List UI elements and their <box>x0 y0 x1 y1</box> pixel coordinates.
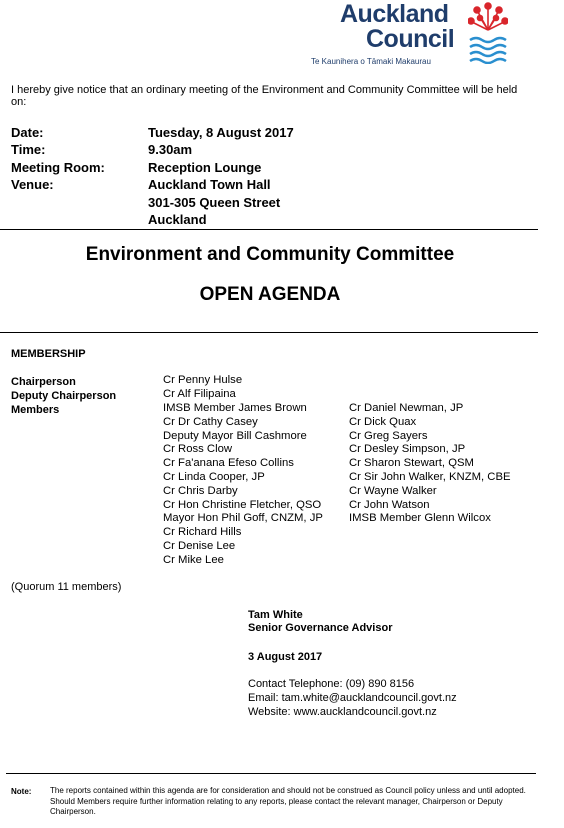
time-value: 9.30am <box>148 142 193 157</box>
chair-label: Chairperson <box>11 376 76 388</box>
member-name: Deputy Mayor Bill Cashmore <box>163 429 307 442</box>
note-label: Note: <box>11 787 32 796</box>
chair-list <box>163 374 242 402</box>
contact-website: Website: www.aucklandcouncil.govt.nz <box>248 706 437 718</box>
member-name: IMSB Member James Brown <box>163 402 307 414</box>
venue-line-2: 301-305 Queen Street <box>148 195 281 210</box>
member-name: Cr Mike Lee <box>163 553 224 566</box>
member-name: Mayor Hon Phil Goff, CNZM, JP <box>163 512 323 525</box>
date-value: Tuesday, 8 August 2017 <box>148 125 294 140</box>
membership-heading: MEMBERSHIP <box>11 348 86 360</box>
member-name: Cr Ross Clow <box>163 443 233 456</box>
member-name: Cr Richard Hills <box>163 526 242 539</box>
member-name: Cr Wayne Walker <box>349 484 437 497</box>
member-name: IMSB Member Glenn Wilcox <box>349 512 491 525</box>
quorum-note: (Quorum 11 members) <box>11 581 122 593</box>
meeting-notice: I hereby give notice that an ordinary meeting of the Environment and Community Committee will be held on: <box>11 84 518 108</box>
logo-tagline: Te Kaunihera o Tāmaki Makaurau <box>311 57 431 66</box>
time-label: Time: <box>11 142 46 157</box>
pohutukawa-flower-icon <box>468 0 508 64</box>
signatory-role: Senior Governance Advisor <box>248 622 393 634</box>
members-column-1 <box>163 402 323 568</box>
member-name: Cr Sir John Walker, KNZM, CBE <box>349 470 511 483</box>
deputy-name: Cr Alf Filipaina <box>163 387 236 400</box>
agenda-title: OPEN AGENDA <box>199 284 341 305</box>
member-name: Cr Hon Christine Fletcher, QSO <box>163 498 322 511</box>
member-name: Cr Fa'anana Efeso Collins <box>163 457 294 470</box>
divider-note <box>6 773 536 774</box>
member-name: Cr Dr Cathy Casey <box>163 415 258 428</box>
member-name: Cr Desley Simpson, JP <box>349 443 466 456</box>
members-label: Members <box>11 404 60 416</box>
member-name: Cr Greg Sayers <box>349 429 428 442</box>
contact-phone: Contact Telephone: (09) 890 8156 <box>248 678 415 690</box>
signatory-name: Tam White <box>248 609 303 621</box>
member-name: Cr Denise Lee <box>163 539 236 552</box>
note-text: The reports contained within this agenda are for consideration and should not be construed as Council policy unless and until adopted. Should Members require further information relating to any reports, please contact the relevant manager, Chairperson or Deputy Chairperson. <box>50 786 526 816</box>
logo-word-auckland: Auckland <box>340 0 449 28</box>
date-label: Date: <box>11 125 44 140</box>
notice-date: 3 August 2017 <box>248 651 323 663</box>
member-name: Cr Daniel Newman, JP <box>349 402 464 414</box>
venue-line-3: Auckland <box>148 212 207 227</box>
divider-bottom <box>0 332 538 333</box>
venue-label: Venue: <box>11 177 54 192</box>
divider-top <box>0 229 538 230</box>
venue-line-1: Auckland Town Hall <box>148 177 271 192</box>
room-value: Reception Lounge <box>148 160 262 175</box>
logo-word-council: Council <box>366 25 455 53</box>
committee-title: Environment and Community Committee <box>85 244 455 265</box>
member-name: Cr John Watson <box>349 498 430 511</box>
contact-email: Email: tam.white@aucklandcouncil.govt.nz <box>248 692 457 704</box>
room-label: Meeting Room: <box>11 160 105 175</box>
member-name: Cr Dick Quax <box>349 415 417 428</box>
member-name: Cr Chris Darby <box>163 484 238 497</box>
member-name: Cr Sharon Stewart, QSM <box>349 457 474 470</box>
chair-name: Cr Penny Hulse <box>163 374 243 386</box>
members-column-2 <box>349 402 511 526</box>
member-name: Cr Linda Cooper, JP <box>163 470 265 483</box>
deputy-label: Deputy Chairperson <box>11 390 117 402</box>
